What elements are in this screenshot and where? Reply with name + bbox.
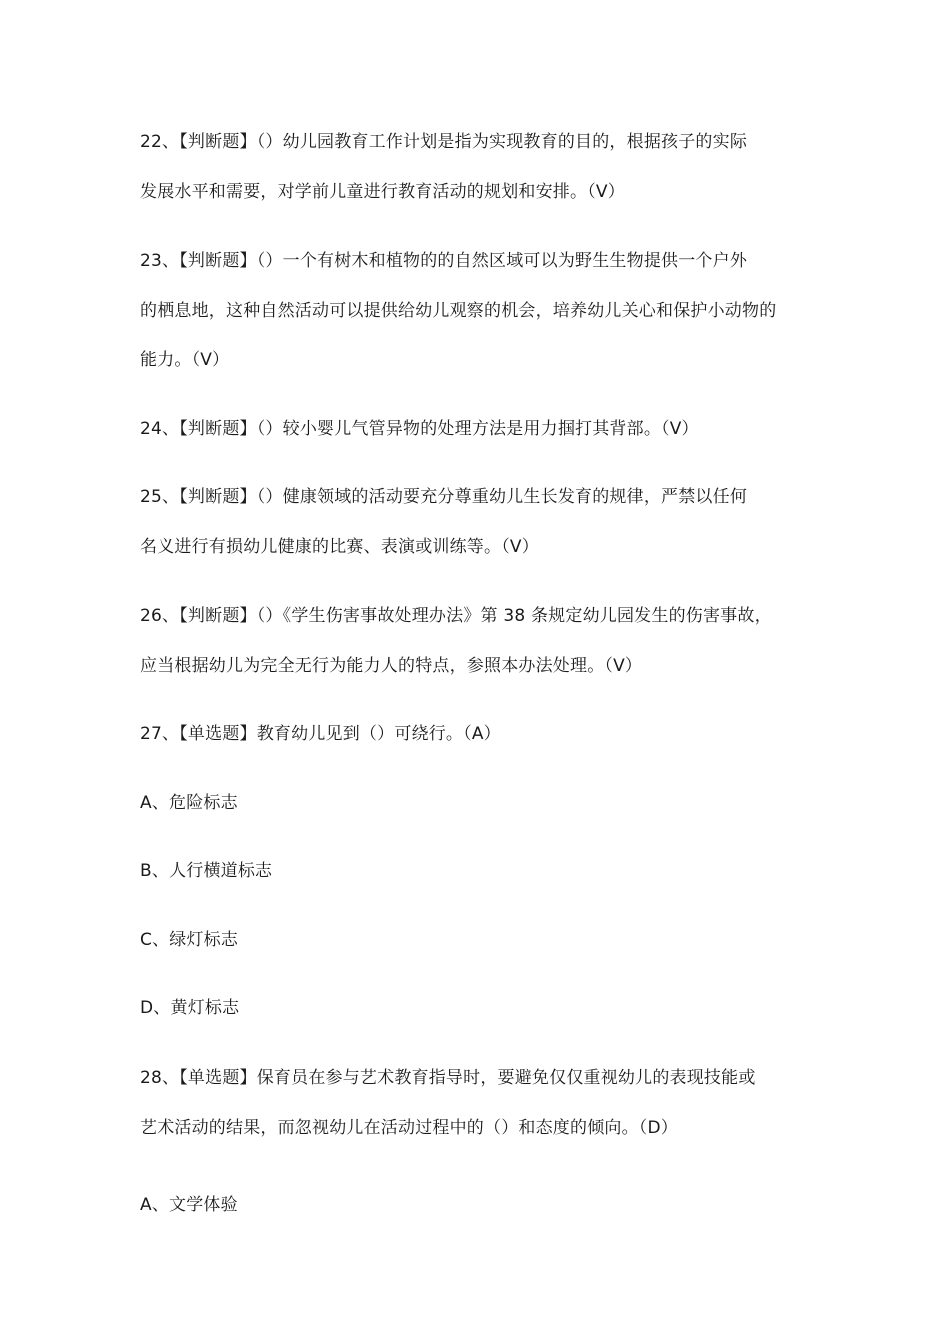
q27-option-d: D、黄灯标志: [140, 998, 240, 1018]
q22-line-1: 22、【判断题】（）幼儿园教育工作计划是指为实现教育的目的，根据孩子的实际: [140, 132, 748, 152]
q25-line-1: 25、【判断题】（）健康领域的活动要充分尊重幼儿生长发育的规律，严禁以任何: [140, 487, 748, 507]
q27-line-1: 27、【单选题】教育幼儿见到（）可绕行。（A）: [140, 724, 501, 744]
q23-line-1: 23、【判断题】（）一个有树木和植物的的自然区域可以为野生生物提供一个户外: [140, 251, 748, 271]
q27-option-c: C、绿灯标志: [140, 930, 239, 950]
q24-line-1: 24、【判断题】（）较小婴儿气管异物的处理方法是用力掴打其背部。（V）: [140, 419, 699, 439]
q23-line-3: 能力。（V）: [140, 350, 230, 370]
q28-line-1: 28、【单选题】保育员在参与艺术教育指导时，要避免仅仅重视幼儿的表现技能或: [140, 1068, 756, 1088]
q27-option-a: A、危险标志: [140, 793, 238, 813]
q23-line-2: 的栖息地，这种自然活动可以提供给幼儿观察的机会，培养幼儿关心和保护小动物的: [140, 301, 777, 321]
q26-line-2: 应当根据幼儿为完全无行为能力人的特点，参照本办法处理。（V）: [140, 656, 643, 676]
q26-line-1: 26、【判断题】（）《学生伤害事故处理办法》第 38 条规定幼儿园发生的伤害事故，: [140, 606, 772, 626]
q28-option-a: A、文学体验: [140, 1195, 238, 1215]
q28-line-2: 艺术活动的结果，而忽视幼儿在活动过程中的（）和态度的倾向。（D）: [140, 1118, 678, 1138]
q22-line-2: 发展水平和需要，对学前儿童进行教育活动的规划和安排。（V）: [140, 182, 625, 202]
q27-option-b: B、人行横道标志: [140, 861, 273, 881]
q25-line-2: 名义进行有损幼儿健康的比赛、表演或训练等。（V）: [140, 537, 539, 557]
